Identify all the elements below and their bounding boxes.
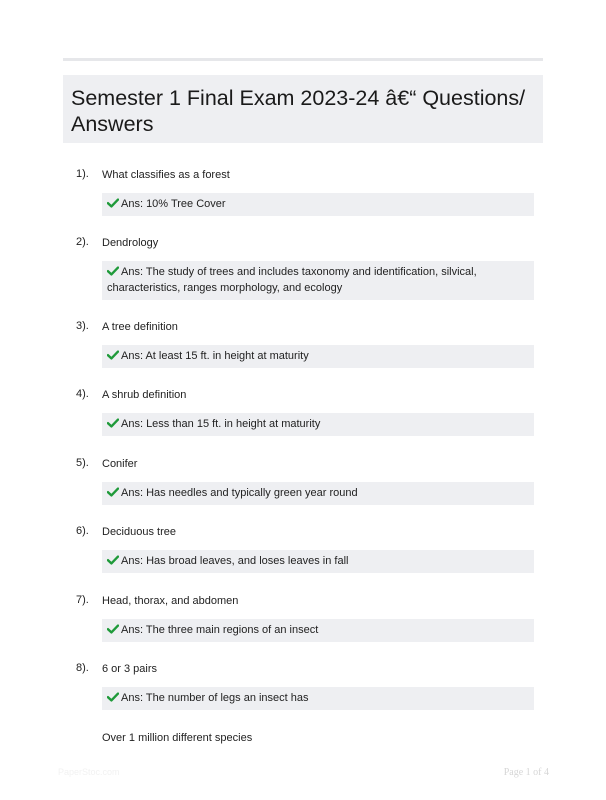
- question-text: 6 or 3 pairs: [102, 663, 158, 675]
- question-text: A tree definition: [102, 321, 178, 333]
- answer-box: [102, 482, 534, 505]
- check-icon: [107, 350, 119, 360]
- page-title: Semester 1 Final Exam 2023-24 â€“ Questions/ Answers: [71, 86, 526, 136]
- question-text: Conifer: [102, 458, 138, 470]
- question-text: Deciduous tree: [102, 526, 176, 538]
- check-icon: [107, 266, 119, 276]
- answer-text: Ans: The study of trees and includes taxonomy and identification, silvical, characteristics, ranges morphology, and ecology: [107, 266, 477, 294]
- answer-text: Ans: Has needles and typically green year round: [121, 487, 358, 499]
- check-icon: [107, 198, 119, 208]
- check-icon: [107, 692, 119, 702]
- question-number: 3).: [76, 320, 89, 332]
- answer-box: [102, 413, 534, 436]
- answer-text: Ans: The number of legs an insect has: [121, 692, 309, 704]
- top-divider: [63, 58, 543, 61]
- question-number: 4).: [76, 388, 89, 400]
- answer-text: Ans: At least 15 ft. in height at maturity: [121, 350, 309, 362]
- answer-text: Ans: Less than 15 ft. in height at maturity: [121, 418, 321, 430]
- title-banner: [63, 75, 543, 143]
- answer-text: Ans: 10% Tree Cover: [121, 198, 226, 210]
- page-number: Page 1 of 4: [503, 767, 549, 778]
- answer-text: Ans: The three main regions of an insect: [121, 624, 319, 636]
- check-icon: [107, 624, 119, 634]
- answer-box: [102, 619, 534, 642]
- question-number: 5).: [76, 457, 89, 469]
- question-number: 7).: [76, 594, 89, 606]
- answer-box: [102, 687, 534, 710]
- question-text: Over 1 million different species: [102, 732, 253, 744]
- watermark-text: PaperStoc.com: [58, 767, 120, 777]
- answer-box: [102, 550, 534, 573]
- check-icon: [107, 418, 119, 428]
- question-number: 2).: [76, 236, 89, 248]
- answer-box: [102, 193, 534, 216]
- check-icon: [107, 555, 119, 565]
- question-text: What classifies as a forest: [102, 169, 230, 181]
- question-text: Dendrology: [102, 237, 159, 249]
- question-number: 6).: [76, 525, 89, 537]
- question-text: A shrub definition: [102, 389, 187, 401]
- answer-box: [102, 261, 534, 300]
- answer-text: Ans: Has broad leaves, and loses leaves in fall: [121, 555, 349, 567]
- check-icon: [107, 487, 119, 497]
- answer-box: [102, 345, 534, 368]
- question-number: 8).: [76, 662, 89, 674]
- question-text: Head, thorax, and abdomen: [102, 595, 239, 607]
- question-number: 1).: [76, 168, 89, 180]
